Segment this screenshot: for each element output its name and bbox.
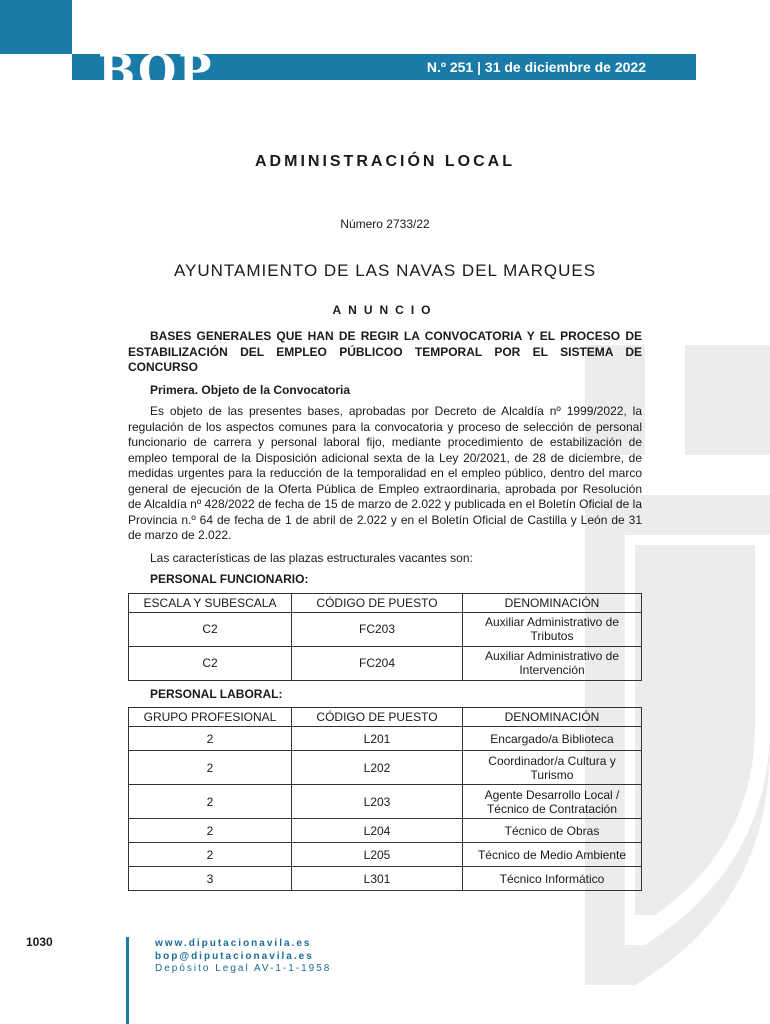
page-number: 1030 bbox=[26, 935, 53, 949]
table-cell: 3 bbox=[129, 867, 292, 891]
table-cell: Encargado/a Biblioteca bbox=[463, 727, 642, 751]
announcement-number: Número 2733/22 bbox=[340, 217, 430, 231]
footer-deposito-legal: Depósito Legal AV-1-1-1958 bbox=[155, 963, 332, 974]
table-cell: 2 bbox=[129, 819, 292, 843]
column-header: DENOMINACIÓN bbox=[463, 593, 642, 612]
table-cell: 2 bbox=[129, 727, 292, 751]
section-title: ADMINISTRACIÓN LOCAL bbox=[255, 153, 515, 170]
table-cell: Técnico de Medio Ambiente bbox=[463, 843, 642, 867]
table-cell: C2 bbox=[129, 646, 292, 680]
table-cell: Técnico de Obras bbox=[463, 819, 642, 843]
bop-logo: BOP bbox=[98, 46, 214, 97]
table-row bbox=[129, 727, 642, 751]
paragraph-caracteristicas: Las características de las plazas estructurales vacantes son: bbox=[150, 550, 473, 565]
table-cell: Auxiliar Administrativo de Tributos bbox=[463, 612, 642, 646]
laboral-heading: PERSONAL LABORAL: bbox=[150, 686, 283, 701]
table-row bbox=[129, 785, 642, 819]
table-cell: L204 bbox=[292, 819, 463, 843]
column-header: GRUPO PROFESIONAL bbox=[129, 708, 292, 727]
primera-heading: Primera. Objeto de la Convocatoria bbox=[150, 382, 351, 397]
table-header-row bbox=[129, 593, 642, 612]
table-cell: Auxiliar Administrativo de Intervención bbox=[463, 646, 642, 680]
table-cell: Coordinador/a Cultura y Turismo bbox=[463, 751, 642, 785]
table-cell: L201 bbox=[292, 727, 463, 751]
table-cell: 2 bbox=[129, 843, 292, 867]
main-content bbox=[128, 329, 642, 891]
laboral-table bbox=[128, 707, 642, 891]
column-header: CÓDIGO DE PUESTO bbox=[292, 593, 463, 612]
table-row bbox=[129, 819, 642, 843]
paragraph-objeto: Es objeto de las presentes bases, aprobadas por Decreto de Alcaldía nº 1999/2022, la regulación de los aspectos comunes para la convocatoria y proceso de selección de personal funcionario de carrera y personal laboral fijo, mediante procedimiento de estabilización de empleo temporal de la Disposición adicional sexta de la Ley 20/2021, de 28 de diciembre, de medidas urgentes para la reducción de la temporalidad en el empleo público, dentro del marco general de ejecución de la Oferta Pública de Empleo extraordinaria, aprobada por Resolución de Alcaldía nº 428/2022 de fecha de 15 de marzo de 2.022 y publicada en el Boletín Oficial de la Provincia n.º 64 de fecha de 1 de abril de 2.022 y en el Boletín Oficial de Castilla y León de 31 de marzo de 2.022. bbox=[128, 404, 642, 542]
table-cell: L203 bbox=[292, 785, 463, 819]
column-header: DENOMINACIÓN bbox=[463, 708, 642, 727]
table-row bbox=[129, 751, 642, 785]
funcionario-table bbox=[128, 593, 642, 681]
column-header: ESCALA Y SUBESCALA bbox=[129, 593, 292, 612]
table-cell: L205 bbox=[292, 843, 463, 867]
footer-divider bbox=[126, 937, 129, 1024]
table-row bbox=[129, 843, 642, 867]
table-cell: C2 bbox=[129, 612, 292, 646]
bases-title: BASES GENERALES QUE HAN DE REGIR LA CONVOCATORIA Y EL PROCESO DE ESTABILIZACIÓN DEL EMPLEO PÚBLICOO TEMPORAL POR EL SISTEMA DE CONCURSO bbox=[128, 329, 642, 374]
table-cell: FC204 bbox=[292, 646, 463, 680]
footer-website-link[interactable]: www.diputacionavila.es bbox=[155, 938, 312, 949]
table-header-row bbox=[129, 708, 642, 727]
funcionario-heading: PERSONAL FUNCIONARIO: bbox=[150, 572, 309, 586]
table-cell: 2 bbox=[129, 751, 292, 785]
issue-info: N.º 251 | 31 de diciembre de 2022 bbox=[426, 59, 646, 75]
ayuntamiento-title: AYUNTAMIENTO DE LAS NAVAS DEL MARQUES bbox=[173, 261, 597, 280]
table-row bbox=[129, 867, 642, 891]
column-header: CÓDIGO DE PUESTO bbox=[292, 708, 463, 727]
table-cell: FC203 bbox=[292, 612, 463, 646]
table-cell: Agente Desarrollo Local / Técnico de Contratación bbox=[463, 785, 642, 819]
table-row bbox=[129, 646, 642, 680]
corner-accent-block bbox=[0, 0, 72, 54]
table-cell: L301 bbox=[292, 867, 463, 891]
table-cell: L202 bbox=[292, 751, 463, 785]
table-row bbox=[129, 612, 642, 646]
footer-info bbox=[155, 938, 331, 976]
table-cell: 2 bbox=[129, 785, 292, 819]
footer-email-link[interactable]: bop@diputacionavila.es bbox=[155, 950, 314, 962]
anuncio-heading: ANUNCIO bbox=[332, 303, 438, 317]
table-cell: Técnico Informático bbox=[463, 867, 642, 891]
